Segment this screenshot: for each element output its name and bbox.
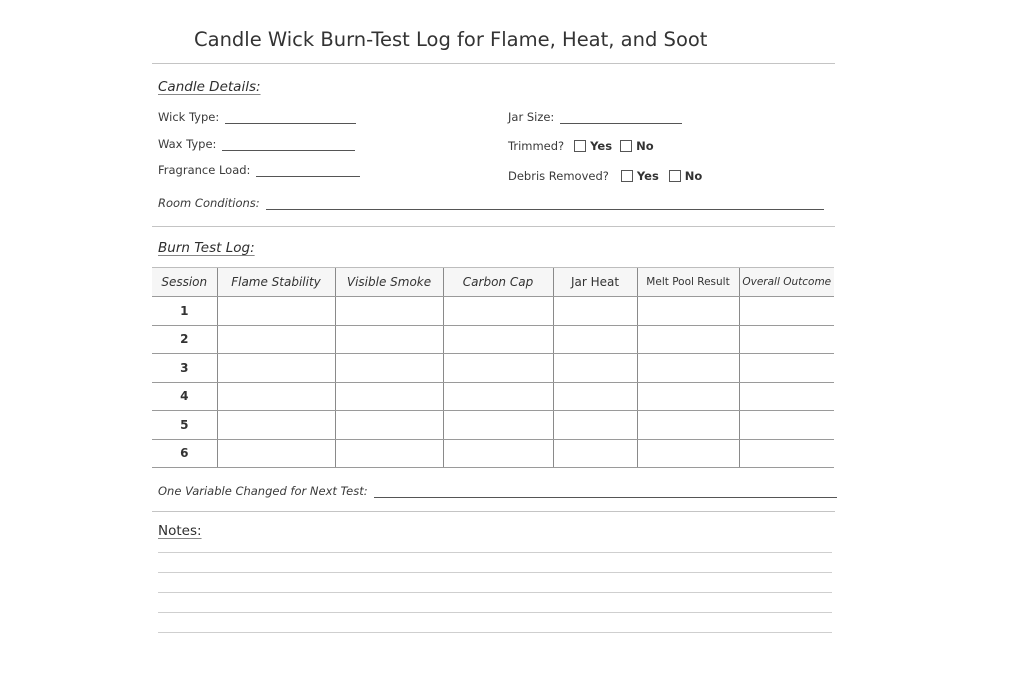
- next-test-divider: [152, 511, 835, 512]
- room-conditions-input[interactable]: [266, 197, 824, 210]
- page-title: Candle Wick Burn-Test Log for Flame, Heat, and Soot: [194, 28, 708, 51]
- flame-stability-cell[interactable]: [217, 297, 335, 326]
- notes-line[interactable]: [158, 552, 832, 553]
- trimmed-no-checkbox[interactable]: [620, 140, 632, 152]
- jar-heat-cell[interactable]: [553, 382, 637, 411]
- fragrance-load-field[interactable]: [158, 163, 360, 177]
- wax-type-input[interactable]: [222, 138, 355, 151]
- notes-line[interactable]: [158, 612, 832, 613]
- fragrance-load-input[interactable]: [256, 164, 360, 177]
- debris-removed-label: Debris Removed?: [508, 169, 609, 183]
- fragrance-load-label: Fragrance Load:: [158, 163, 251, 177]
- col-header-flame-stability: Flame Stability: [217, 268, 335, 297]
- debris-no-label: No: [684, 169, 703, 183]
- notes-line[interactable]: [158, 572, 832, 573]
- melt-pool-result-cell[interactable]: [637, 439, 739, 468]
- jar-size-field[interactable]: [508, 110, 682, 124]
- burn-test-table: [152, 267, 834, 468]
- debris-removed-field: [508, 169, 702, 183]
- next-test-variable-label: One Variable Changed for Next Test:: [158, 484, 368, 498]
- table-row: [152, 382, 834, 411]
- notes-line[interactable]: [158, 632, 832, 633]
- room-conditions-field[interactable]: [158, 196, 824, 210]
- table-row: [152, 354, 834, 383]
- col-header-session: Session: [152, 268, 217, 297]
- table-row: [152, 325, 834, 354]
- carbon-cap-cell[interactable]: [443, 297, 553, 326]
- overall-outcome-cell[interactable]: [739, 354, 834, 383]
- visible-smoke-cell[interactable]: [335, 411, 443, 440]
- wick-type-input[interactable]: [225, 111, 356, 124]
- overall-outcome-cell[interactable]: [739, 382, 834, 411]
- debris-yes-checkbox[interactable]: [621, 170, 633, 182]
- trimmed-no-label: No: [636, 139, 654, 153]
- carbon-cap-cell[interactable]: [443, 354, 553, 383]
- session-number: 3: [152, 354, 217, 383]
- melt-pool-result-cell[interactable]: [637, 411, 739, 440]
- table-row: [152, 297, 834, 326]
- debris-yes-label: Yes: [636, 169, 659, 183]
- melt-pool-result-cell[interactable]: [637, 382, 739, 411]
- title-divider: [152, 63, 835, 64]
- table-row: [152, 439, 834, 468]
- notes-heading: Notes:: [158, 523, 202, 539]
- jar-heat-cell[interactable]: [553, 439, 637, 468]
- jar-heat-cell[interactable]: [553, 325, 637, 354]
- visible-smoke-cell[interactable]: [335, 297, 443, 326]
- col-header-carbon-cap: Carbon Cap: [443, 268, 553, 297]
- trimmed-yes-label: Yes: [590, 139, 613, 153]
- carbon-cap-cell[interactable]: [443, 325, 553, 354]
- col-header-melt-pool-result: Melt Pool Result: [637, 268, 739, 297]
- trimmed-yes-checkbox[interactable]: [574, 140, 586, 152]
- trimmed-label: Trimmed?: [508, 139, 565, 153]
- overall-outcome-cell[interactable]: [739, 325, 834, 354]
- visible-smoke-cell[interactable]: [335, 439, 443, 468]
- flame-stability-cell[interactable]: [217, 382, 335, 411]
- next-test-variable-field[interactable]: [158, 484, 837, 498]
- candle-details-heading: Candle Details:: [158, 79, 261, 95]
- visible-smoke-cell[interactable]: [335, 354, 443, 383]
- overall-outcome-cell[interactable]: [739, 411, 834, 440]
- visible-smoke-cell[interactable]: [335, 382, 443, 411]
- melt-pool-result-cell[interactable]: [637, 297, 739, 326]
- jar-size-input[interactable]: [560, 111, 682, 124]
- table-row: [152, 411, 834, 440]
- visible-smoke-cell[interactable]: [335, 325, 443, 354]
- overall-outcome-cell[interactable]: [739, 297, 834, 326]
- wick-type-label: Wick Type:: [158, 110, 220, 124]
- notes-line[interactable]: [158, 592, 832, 593]
- carbon-cap-cell[interactable]: [443, 439, 553, 468]
- carbon-cap-cell[interactable]: [443, 382, 553, 411]
- melt-pool-result-cell[interactable]: [637, 325, 739, 354]
- next-test-variable-input[interactable]: [374, 485, 837, 498]
- jar-heat-cell[interactable]: [553, 354, 637, 383]
- wax-type-label: Wax Type:: [158, 137, 217, 151]
- carbon-cap-cell[interactable]: [443, 411, 553, 440]
- flame-stability-cell[interactable]: [217, 411, 335, 440]
- jar-heat-cell[interactable]: [553, 297, 637, 326]
- session-number: 4: [152, 382, 217, 411]
- wax-type-field[interactable]: [158, 137, 355, 151]
- session-number: 1: [152, 297, 217, 326]
- col-header-visible-smoke: Visible Smoke: [335, 268, 443, 297]
- room-conditions-label: Room Conditions:: [158, 196, 260, 210]
- col-header-overall-outcome: Overall Outcome: [739, 268, 834, 297]
- wick-type-field[interactable]: [158, 110, 356, 124]
- flame-stability-cell[interactable]: [217, 439, 335, 468]
- details-divider: [152, 226, 835, 227]
- session-number: 2: [152, 325, 217, 354]
- debris-no-checkbox[interactable]: [669, 170, 681, 182]
- session-number: 6: [152, 439, 217, 468]
- jar-size-label: Jar Size:: [508, 110, 555, 124]
- jar-heat-cell[interactable]: [553, 411, 637, 440]
- col-header-jar-heat: Jar Heat: [553, 268, 637, 297]
- table-header-row: [152, 268, 834, 297]
- burn-test-log-heading: Burn Test Log:: [158, 240, 255, 256]
- flame-stability-cell[interactable]: [217, 325, 335, 354]
- flame-stability-cell[interactable]: [217, 354, 335, 383]
- trimmed-field: [508, 139, 654, 153]
- melt-pool-result-cell[interactable]: [637, 354, 739, 383]
- overall-outcome-cell[interactable]: [739, 439, 834, 468]
- session-number: 5: [152, 411, 217, 440]
